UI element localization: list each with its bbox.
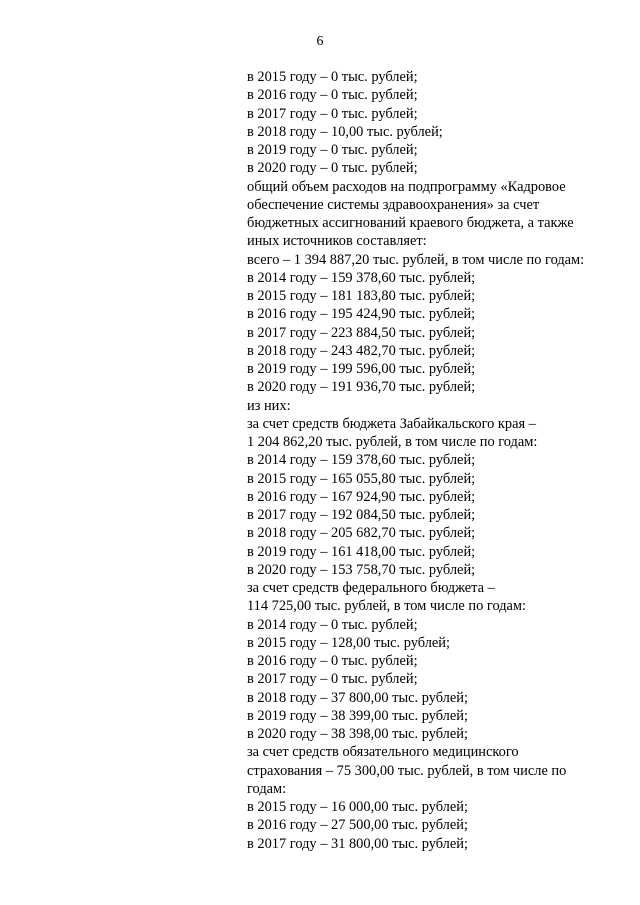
text-line: в 2016 году – 195 424,90 тыс. рублей;: [247, 306, 476, 323]
text-line: в 2019 году – 0 тыс. рублей;: [247, 142, 418, 158]
text-line: годам:: [247, 780, 287, 797]
text-line: в 2020 году – 191 936,70 тыс. рублей;: [247, 379, 476, 396]
text-line: в 2017 году – 223 884,50 тыс. рублей;: [247, 324, 476, 341]
text-line: из них:: [247, 397, 291, 414]
text-line: обеспечение системы здравоохранения» за счет: [247, 196, 540, 213]
text-line: в 2015 году – 0 тыс. рублей;: [247, 69, 418, 85]
text-line: в 2017 году – 31 800,00 тыс. рублей;: [247, 835, 468, 852]
page-number: 6: [316, 34, 324, 49]
text-line: в 2017 году – 192 084,50 тыс. рублей;: [247, 507, 476, 523]
text-line: страхования – 75 300,00 тыс. рублей, в том числе по: [247, 762, 567, 779]
text-line: в 2017 году – 0 тыс. рублей;: [247, 671, 418, 688]
text-line: в 2014 году – 0 тыс. рублей;: [247, 616, 418, 633]
text-line: в 2014 году – 159 378,60 тыс. рублей;: [247, 452, 476, 469]
text-line: за счет средств бюджета Забайкальского края –: [247, 415, 536, 432]
text-line: за счет средств обязательного медицинского: [247, 744, 519, 761]
text-line: в 2017 году – 0 тыс. рублей;: [247, 105, 418, 122]
text-line: иных источников составляет:: [247, 233, 427, 250]
text-line: в 2018 году – 243 482,70 тыс. рублей;: [247, 342, 476, 359]
text-line: в 2015 году – 165 055,80 тыс. рублей;: [247, 470, 476, 487]
text-line: в 2018 году – 10,00 тыс. рублей;: [247, 123, 443, 140]
text-line: в 2018 году – 37 800,00 тыс. рублей;: [247, 689, 468, 706]
text-line: общий объем расходов на подпрограмму «Кадровое: [247, 178, 566, 195]
text-line: в 2019 году – 38 399,00 тыс. рублей;: [247, 707, 468, 724]
text-line: в 2016 году – 167 924,90 тыс. рублей;: [247, 488, 476, 505]
text-line: в 2015 году – 128,00 тыс. рублей;: [247, 634, 450, 651]
text-line: всего – 1 394 887,20 тыс. рублей, в том числе по годам:: [247, 251, 585, 268]
text-line: за счет средств федерального бюджета –: [247, 580, 495, 596]
text-line: в 2016 году – 27 500,00 тыс. рублей;: [247, 817, 468, 834]
text-line: в 2016 году – 0 тыс. рублей;: [247, 653, 418, 669]
text-line: в 2020 году – 153 758,70 тыс. рублей;: [247, 561, 476, 578]
text-line: в 2015 году – 16 000,00 тыс. рублей;: [247, 799, 468, 815]
text-line: в 2020 году – 38 398,00 тыс. рублей;: [247, 726, 468, 742]
text-line: 1 204 862,20 тыс. рублей, в том числе по годам:: [247, 434, 538, 450]
text-line: в 2018 году – 205 682,70 тыс. рублей;: [247, 525, 476, 542]
text-line: 114 725,00 тыс. рублей, в том числе по годам:: [247, 598, 527, 615]
text-line: в 2014 году – 159 378,60 тыс. рублей;: [247, 269, 476, 286]
text-line: в 2020 году – 0 тыс. рублей;: [247, 160, 418, 177]
text-line: в 2019 году – 199 596,00 тыс. рублей;: [247, 361, 476, 377]
text-line: бюджетных ассигнований краевого бюджета, а также: [247, 215, 574, 231]
document-body: [247, 68, 627, 853]
text-line: в 2015 году – 181 183,80 тыс. рублей;: [247, 288, 476, 304]
text-line: в 2016 году – 0 тыс. рублей;: [247, 87, 418, 104]
text-line: в 2019 году – 161 418,00 тыс. рублей;: [247, 543, 476, 560]
